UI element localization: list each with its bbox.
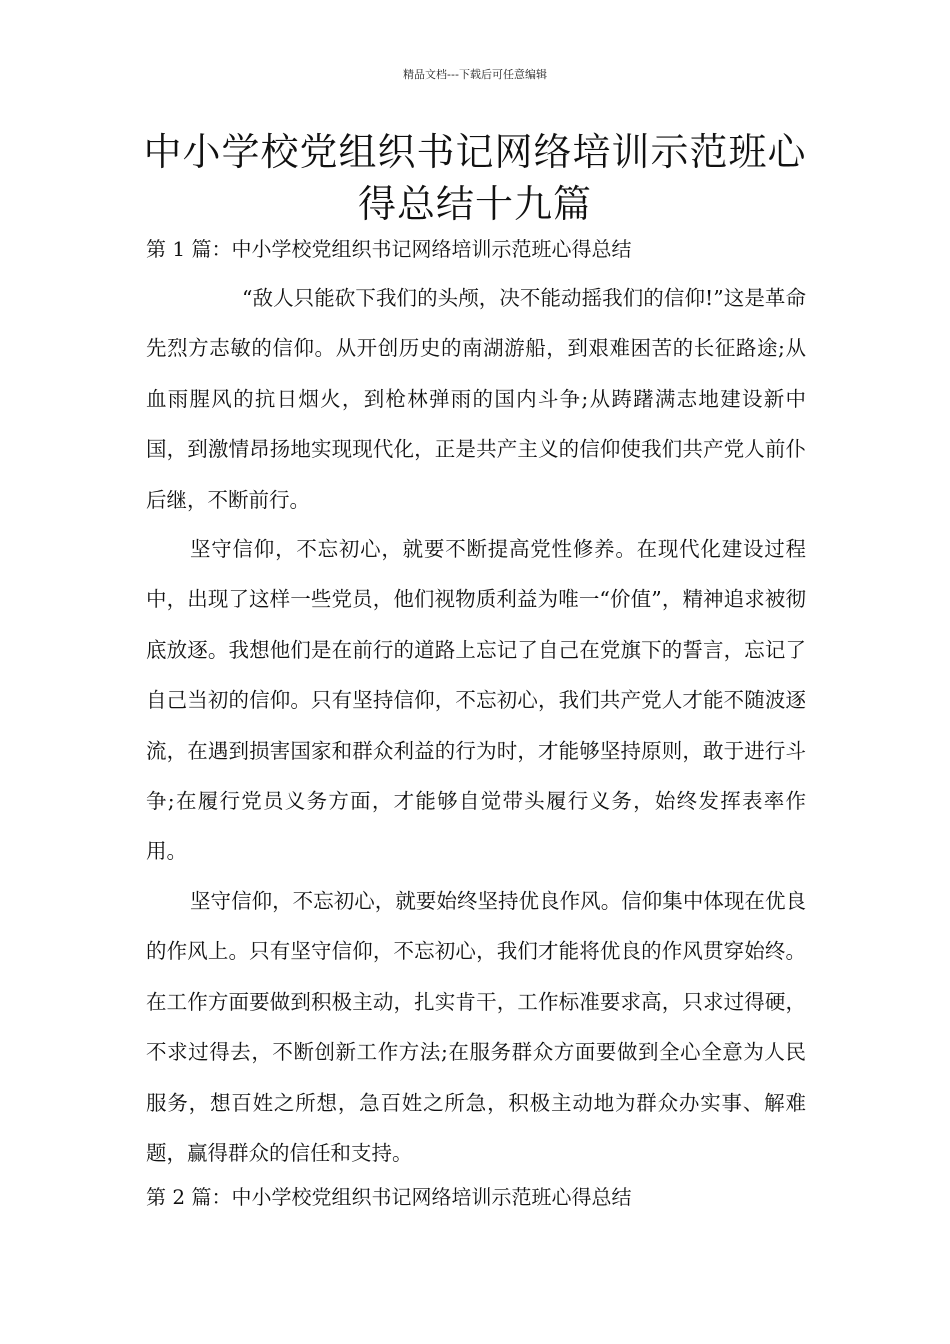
section-2-heading: 第 2 篇：中小学校党组织书记网络培训示范班心得总结	[146, 1185, 632, 1209]
section-1-paragraph-3: 坚守信仰，不忘初心，就要始终坚持优良作风。信仰集中体现在优良的作风上。只有坚守信仰，不忘初心，我们才能将优良的作风贯穿始终。在工作方面要做到积极主动，扎实肯干，工作标准要求高，只求过得硬，不求过得去，不断创新工作方法;在服务群众方面要做到全心全意为人民服务，想百姓之所想，急百姓之所急，积极主动地为群众办实事、解难题，赢得群众的信任和支持。	[146, 889, 806, 1166]
section-1-heading: 第 1 篇：中小学校党组织书记网络培训示范班心得总结	[146, 237, 632, 261]
header-note: 精品文档---下载后可任意编辑	[403, 68, 547, 81]
section-1-paragraph-2: 坚守信仰，不忘初心，就要不断提高党性修养。在现代化建设过程中，出现了这样一些党员，他们视物质利益为唯一“价值”，精神追求被彻底放逐。我想他们是在前行的道路上忘记了自己在党旗下的誓言，忘记了自己当初的信仰。只有坚持信仰，不忘初心，我们共产党人才能不随波逐流，在遇到损害国家和群众利益的行为时，才能够坚持原则，敢于进行斗争;在履行党员义务方面，才能够自觉带头履行义务，始终发挥表率作用。	[146, 537, 806, 864]
section-1-paragraph-1: “敌人只能砍下我们的头颅，决不能动摇我们的信仰!”这是革命先烈方志敏的信仰。从开创历史的南湖游船，到艰难困苦的长征路途;从血雨腥风的抗日烟火，到枪林弹雨的国内斗争;从踌躇满志地建设新中国，到激情昂扬地实现现代化，正是共产主义的信仰使我们共产党人前仆后继，不断前行。	[146, 286, 806, 512]
document-title: 中小学校党组织书记网络培训示范班心得总结十九篇	[143, 130, 807, 226]
